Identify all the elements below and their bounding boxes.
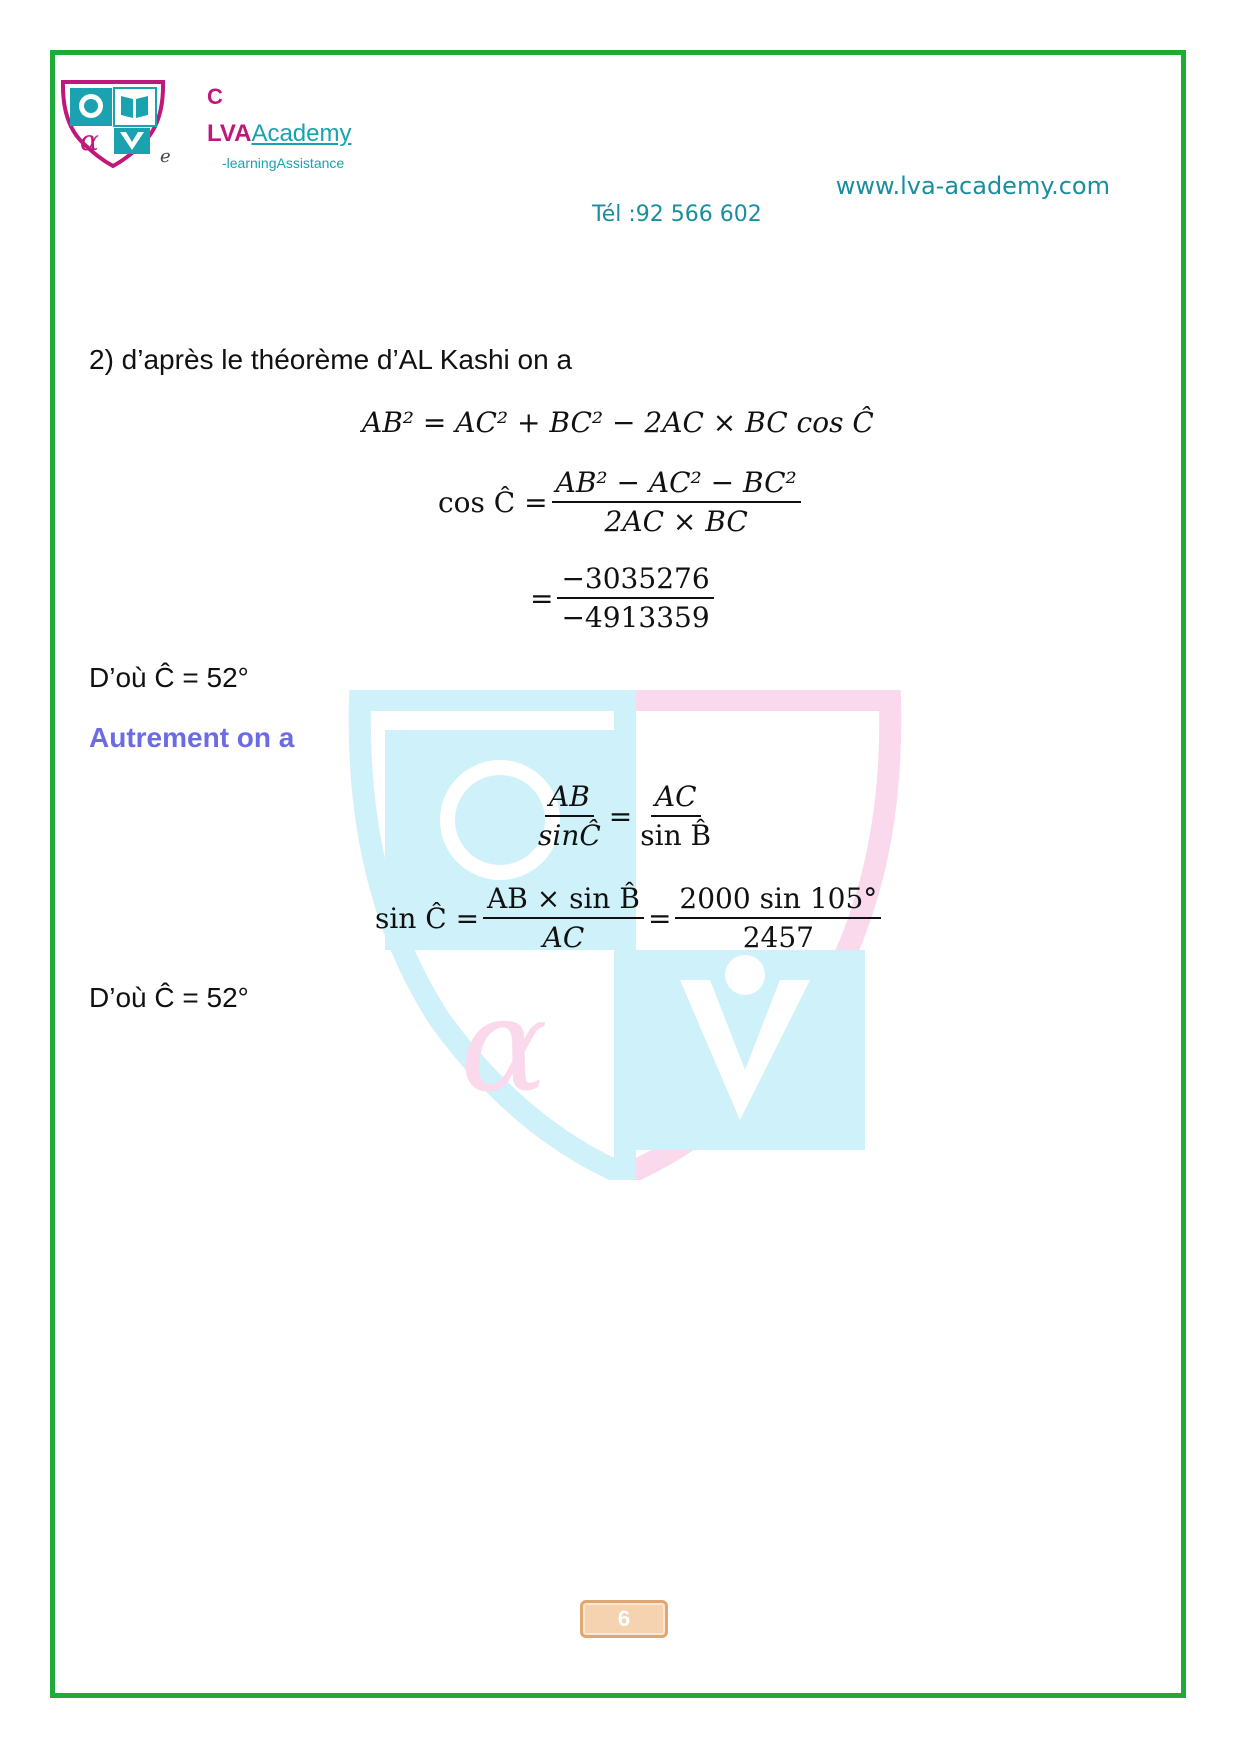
eq3-denominator: −4913359 [561,601,710,634]
eq2-numerator: AB² − AC² − BC² [552,466,801,503]
equation-cos-c [438,466,805,538]
eq5-right-denominator: 2457 [742,921,814,954]
alternative-heading: Autrement on a [89,722,295,753]
eq2-denominator: 2AC × BC [604,505,748,538]
eq3-fraction [557,562,713,634]
eq5-lhs: sin Ĉ = [375,901,480,935]
intro-text: 2) d’après le théorème d’AL Kashi on a [89,344,573,375]
eq2-lhs: cos Ĉ = [438,485,548,519]
brand-letter-c: C [207,84,223,109]
eq4-right-fraction [636,780,715,852]
eq2-fraction [552,466,801,538]
eq4-right-numerator: AC [651,780,701,817]
phone-number: Tél :92 566 602 [592,202,762,227]
eq4-right-denominator: sin B̂ [640,819,712,852]
eq5-left-numerator: AB × sin B̂ [483,882,644,919]
brand-subtitle: -learningAssistance [222,155,345,171]
eq3-numerator: −3035276 [557,562,713,599]
equation-sine-rule [530,780,719,852]
equation-sin-c [375,882,885,954]
eq4-left-numerator: AB [545,780,594,817]
eq4-equals: = [608,799,633,833]
brand-name [207,120,351,148]
eq5-left-fraction [483,882,644,954]
svg-text:α: α [80,124,99,157]
eq5-right-numerator: 2000 sin 105° [675,882,881,919]
result-line-1: D’où Ĉ = 52° [89,662,249,693]
result-line-2: D’où Ĉ = 52° [89,982,249,1013]
page-number-badge: 6 [580,1600,668,1638]
brand-lva: LVA [207,120,252,147]
eq3-lhs: = [530,581,554,615]
brand-academy-link[interactable]: Academy [251,120,352,147]
equation-cos-value [530,562,718,634]
eq5-equals: = [647,901,672,935]
eq4-left-denominator: sinĈ [538,819,601,852]
website-link[interactable]: www.lva-academy.com [835,172,1110,200]
eq5-right-fraction [675,882,881,954]
academy-shield-logo [58,78,168,168]
svg-text:α: α [460,969,548,1121]
equation-al-kashi: AB² = AC² + BC² − 2AC × BC cos Ĉ [362,406,874,439]
eq5-left-denominator: AC [542,921,585,954]
eq4-left-fraction [534,780,605,852]
logo-e-letter: e [160,146,171,167]
